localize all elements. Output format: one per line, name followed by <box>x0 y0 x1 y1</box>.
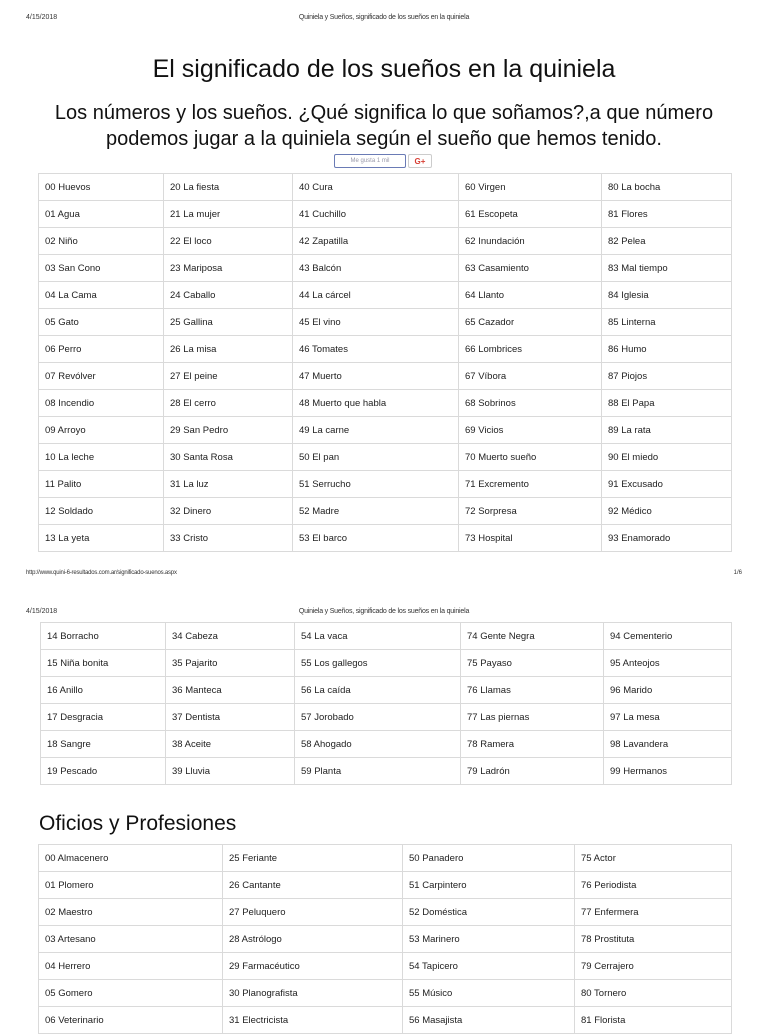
table-cell: 35 Pajarito <box>166 650 295 677</box>
table-cell: 55 Los gallegos <box>295 650 461 677</box>
print-title: Quiniela y Sueños, significado de los sueños en la quiniela <box>298 608 470 615</box>
table-cell: 25 Gallina <box>164 309 293 336</box>
table-cell: 79 Cerrajero <box>575 953 732 980</box>
table-row <box>39 980 732 1007</box>
print-date: 4/15/2018 <box>26 14 58 21</box>
table-cell: 11 Palito <box>39 471 164 498</box>
table-cell: 84 Iglesia <box>602 282 732 309</box>
table-cell: 06 Veterinario <box>39 1007 223 1034</box>
table-cell: 03 Artesano <box>39 926 223 953</box>
table-cell: 10 La leche <box>39 444 164 471</box>
table-cell: 43 Balcón <box>293 255 459 282</box>
table-cell: 19 Pescado <box>41 758 166 785</box>
table-cell: 76 Periodista <box>575 872 732 899</box>
table-cell: 76 Llamas <box>461 677 604 704</box>
print-header <box>0 14 768 28</box>
table-cell: 02 Niño <box>39 228 164 255</box>
table-cell: 26 Cantante <box>223 872 403 899</box>
table-cell: 25 Feriante <box>223 845 403 872</box>
table-cell: 65 Cazador <box>459 309 602 336</box>
table-cell: 47 Muerto <box>293 363 459 390</box>
print-url: http://www.quini-6-resultados.com.ar/significado-suenos.aspx <box>26 570 177 576</box>
table-row <box>39 525 732 552</box>
table-row <box>39 228 732 255</box>
table-cell: 13 La yeta <box>39 525 164 552</box>
table-cell: 98 Lavandera <box>604 731 732 758</box>
table-cell: 07 Revólver <box>39 363 164 390</box>
table-cell: 93 Enamorado <box>602 525 732 552</box>
table-cell: 92 Médico <box>602 498 732 525</box>
print-title: Quiniela y Sueños, significado de los sueños en la quiniela <box>298 14 470 21</box>
table-cell: 97 La mesa <box>604 704 732 731</box>
table-cell: 50 Panadero <box>403 845 575 872</box>
table-cell: 09 Arroyo <box>39 417 164 444</box>
table-cell: 27 El peine <box>164 363 293 390</box>
table-cell: 52 Doméstica <box>403 899 575 926</box>
table-cell: 38 Aceite <box>166 731 295 758</box>
table-cell: 75 Actor <box>575 845 732 872</box>
suenos-table-1 <box>38 173 732 552</box>
table-cell: 05 Gomero <box>39 980 223 1007</box>
table-cell: 05 Gato <box>39 309 164 336</box>
table-cell: 82 Pelea <box>602 228 732 255</box>
table-cell: 44 La cárcel <box>293 282 459 309</box>
table-cell: 89 La rata <box>602 417 732 444</box>
table-cell: 75 Payaso <box>461 650 604 677</box>
table-cell: 77 Las piernas <box>461 704 604 731</box>
oficios-table <box>38 844 732 1034</box>
table-cell: 52 Madre <box>293 498 459 525</box>
table-cell: 15 Niña bonita <box>41 650 166 677</box>
table-cell: 42 Zapatilla <box>293 228 459 255</box>
table-row <box>39 498 732 525</box>
table-cell: 55 Músico <box>403 980 575 1007</box>
table-cell: 01 Plomero <box>39 872 223 899</box>
table-row <box>39 417 732 444</box>
table-cell: 56 Masajista <box>403 1007 575 1034</box>
table-cell: 74 Gente Negra <box>461 623 604 650</box>
table-cell: 62 Inundación <box>459 228 602 255</box>
table-cell: 88 El Papa <box>602 390 732 417</box>
table-cell: 30 Santa Rosa <box>164 444 293 471</box>
table-cell: 24 Caballo <box>164 282 293 309</box>
table-cell: 23 Mariposa <box>164 255 293 282</box>
print-page-number: 1/6 <box>733 570 742 576</box>
table-row <box>39 444 732 471</box>
table-cell: 34 Cabeza <box>166 623 295 650</box>
table-row <box>39 363 732 390</box>
table-cell: 21 La mujer <box>164 201 293 228</box>
table-cell: 70 Muerto sueño <box>459 444 602 471</box>
table-cell: 40 Cura <box>293 174 459 201</box>
facebook-like-button[interactable]: Me gusta 1 mil <box>334 154 406 168</box>
table-cell: 12 Soldado <box>39 498 164 525</box>
table-cell: 63 Casamiento <box>459 255 602 282</box>
table-cell: 20 La fiesta <box>164 174 293 201</box>
table-cell: 57 Jorobado <box>295 704 461 731</box>
table-cell: 68 Sobrinos <box>459 390 602 417</box>
table-cell: 04 La Cama <box>39 282 164 309</box>
table-cell: 17 Desgracia <box>41 704 166 731</box>
table-cell: 31 La luz <box>164 471 293 498</box>
table-row <box>41 758 732 785</box>
table-cell: 87 Piojos <box>602 363 732 390</box>
table-cell: 71 Excremento <box>459 471 602 498</box>
table-cell: 53 El barco <box>293 525 459 552</box>
table-cell: 48 Muerto que habla <box>293 390 459 417</box>
table-cell: 69 Vicios <box>459 417 602 444</box>
table-cell: 61 Escopeta <box>459 201 602 228</box>
table-cell: 86 Humo <box>602 336 732 363</box>
page-title: El significado de los sueños en la quiniela <box>152 55 616 83</box>
table-cell: 64 Llanto <box>459 282 602 309</box>
table-cell: 03 San Cono <box>39 255 164 282</box>
table-cell: 96 Marido <box>604 677 732 704</box>
table-cell: 29 Farmacéutico <box>223 953 403 980</box>
table-cell: 00 Huevos <box>39 174 164 201</box>
table-row <box>39 1007 732 1034</box>
table-cell: 01 Agua <box>39 201 164 228</box>
table-cell: 22 El loco <box>164 228 293 255</box>
suenos-table-2 <box>40 622 732 785</box>
table-row <box>39 201 732 228</box>
table-cell: 49 La carne <box>293 417 459 444</box>
table-cell: 41 Cuchillo <box>293 201 459 228</box>
table-row <box>39 174 732 201</box>
google-plus-button[interactable]: G+ <box>408 154 432 168</box>
table-cell: 83 Mal tiempo <box>602 255 732 282</box>
table-row <box>41 731 732 758</box>
table-row <box>41 650 732 677</box>
table-cell: 54 Tapicero <box>403 953 575 980</box>
table-row <box>39 872 732 899</box>
table-cell: 78 Ramera <box>461 731 604 758</box>
table-cell: 45 El vino <box>293 309 459 336</box>
table-cell: 51 Carpintero <box>403 872 575 899</box>
table-row <box>39 926 732 953</box>
table-cell: 99 Hermanos <box>604 758 732 785</box>
table-cell: 72 Sorpresa <box>459 498 602 525</box>
table-cell: 26 La misa <box>164 336 293 363</box>
table-cell: 53 Marinero <box>403 926 575 953</box>
table-cell: 73 Hospital <box>459 525 602 552</box>
table-cell: 90 El miedo <box>602 444 732 471</box>
table-cell: 51 Serrucho <box>293 471 459 498</box>
table-row <box>39 390 732 417</box>
table-cell: 46 Tomates <box>293 336 459 363</box>
table-cell: 91 Excusado <box>602 471 732 498</box>
table-cell: 58 Ahogado <box>295 731 461 758</box>
table-cell: 81 Flores <box>602 201 732 228</box>
table-cell: 85 Linterna <box>602 309 732 336</box>
table-cell: 78 Prostituta <box>575 926 732 953</box>
table-cell: 06 Perro <box>39 336 164 363</box>
print-header-page-2 <box>0 608 768 622</box>
table-row <box>39 845 732 872</box>
oficios-title: Oficios y Profesiones <box>39 812 237 835</box>
table-row <box>39 953 732 980</box>
table-cell: 66 Lombrices <box>459 336 602 363</box>
table-cell: 50 El pan <box>293 444 459 471</box>
table-cell: 81 Florista <box>575 1007 732 1034</box>
table-cell: 33 Cristo <box>164 525 293 552</box>
table-cell: 28 Astrólogo <box>223 926 403 953</box>
social-buttons <box>334 154 432 170</box>
table-row <box>41 623 732 650</box>
table-cell: 14 Borracho <box>41 623 166 650</box>
table-cell: 32 Dinero <box>164 498 293 525</box>
page-subtitle: Los números y los sueños. ¿Qué significa lo que soñamos?,a que número podemos jugar a la quiniela según el sueño que hemos tenido. <box>54 102 714 150</box>
table-row <box>39 471 732 498</box>
table-cell: 54 La vaca <box>295 623 461 650</box>
table-cell: 27 Peluquero <box>223 899 403 926</box>
table-cell: 95 Anteojos <box>604 650 732 677</box>
table-row <box>39 336 732 363</box>
table-cell: 56 La caída <box>295 677 461 704</box>
table-cell: 30 Planografista <box>223 980 403 1007</box>
table-cell: 37 Dentista <box>166 704 295 731</box>
table-cell: 67 Víbora <box>459 363 602 390</box>
table-cell: 94 Cementerio <box>604 623 732 650</box>
table-row <box>41 704 732 731</box>
table-cell: 39 Lluvia <box>166 758 295 785</box>
table-cell: 36 Manteca <box>166 677 295 704</box>
table-cell: 16 Anillo <box>41 677 166 704</box>
table-row <box>39 255 732 282</box>
table-cell: 80 La bocha <box>602 174 732 201</box>
table-cell: 79 Ladrón <box>461 758 604 785</box>
table-cell: 77 Enfermera <box>575 899 732 926</box>
print-date: 4/15/2018 <box>26 608 58 615</box>
table-cell: 60 Virgen <box>459 174 602 201</box>
table-row <box>39 899 732 926</box>
table-row <box>39 309 732 336</box>
table-cell: 80 Tornero <box>575 980 732 1007</box>
table-cell: 08 Incendio <box>39 390 164 417</box>
table-cell: 00 Almacenero <box>39 845 223 872</box>
table-row <box>39 282 732 309</box>
table-cell: 04 Herrero <box>39 953 223 980</box>
table-cell: 28 El cerro <box>164 390 293 417</box>
table-cell: 29 San Pedro <box>164 417 293 444</box>
print-footer <box>0 570 768 582</box>
table-row <box>41 677 732 704</box>
table-cell: 59 Planta <box>295 758 461 785</box>
table-cell: 31 Electricista <box>223 1007 403 1034</box>
table-cell: 18 Sangre <box>41 731 166 758</box>
table-cell: 02 Maestro <box>39 899 223 926</box>
